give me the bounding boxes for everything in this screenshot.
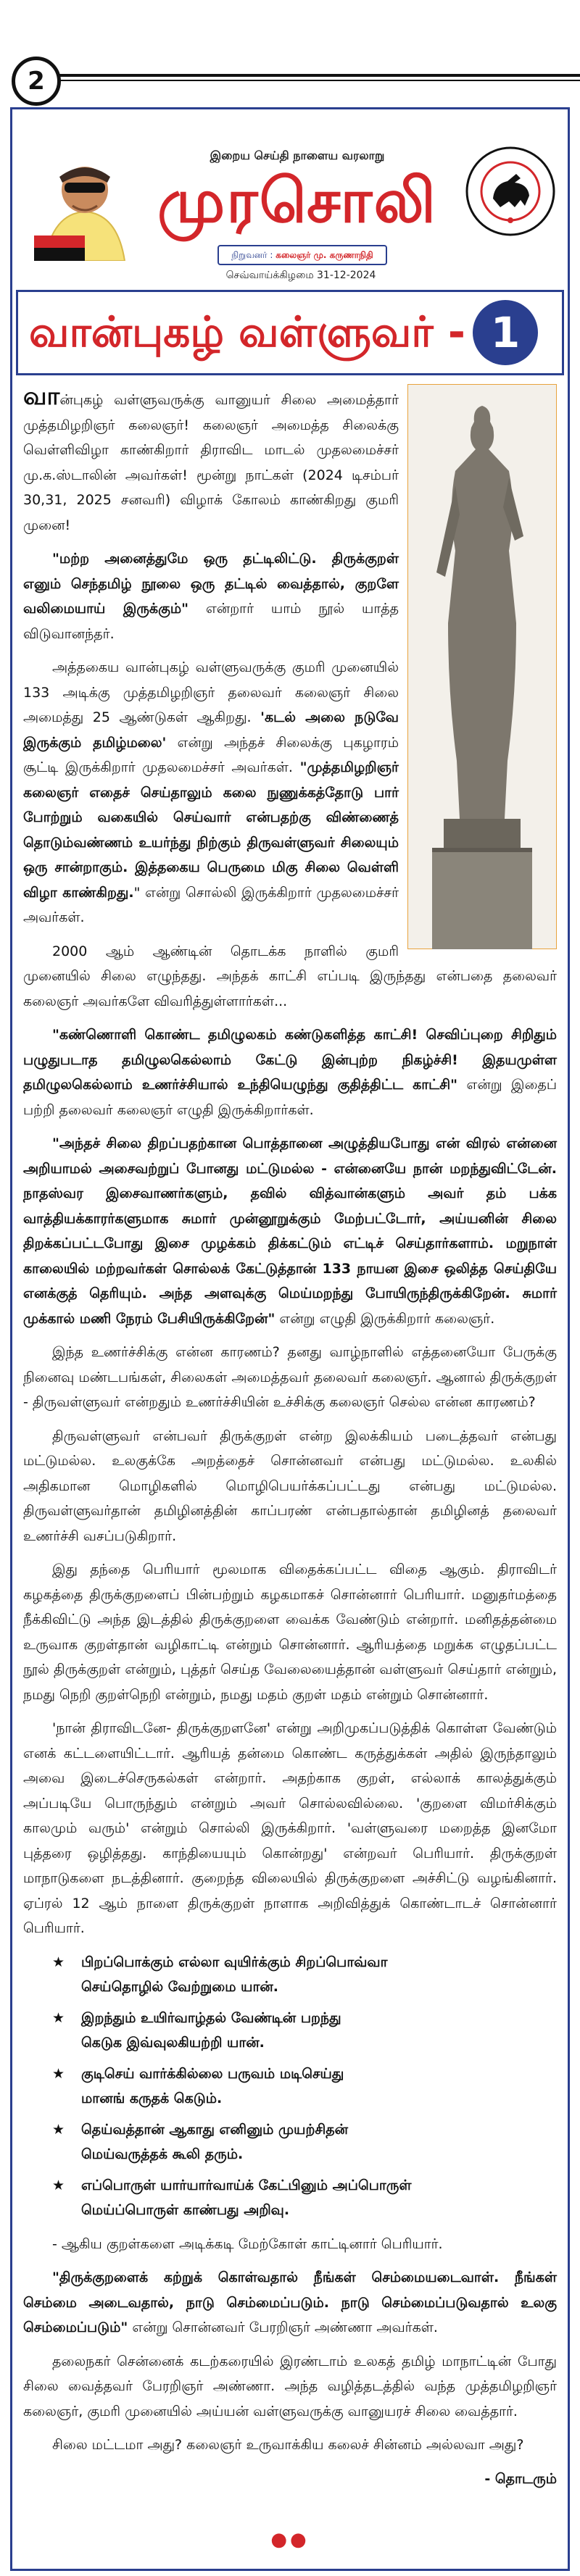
paragraph-text: " என்று சொல்லி இருக்கிறார் முதலமைச்சர் அவர்கள். [23, 884, 399, 925]
page-header [0, 0, 580, 96]
paragraph-text: 2000 ஆம் ஆண்டின் தொடக்க நாளில் குமரி முனையில் சிலை எழுந்தது. அந்தக் காட்சி எப்படி இருந்தது என்பதை தலைவர் கலைஞர் அவர்களே விவரித்துள்ளார்கள்... [23, 943, 557, 1009]
paragraph-text: இது தந்தை பெரியார் மூலமாக விதைக்கப்பட்ட விதை ஆகும். திராவிடர் கழகத்தை திருக்குறளைப் பின்பற்றும் கழகமாகச் சொன்னார் பெரியார். மனுதர்மத்தை நீக்கிவிட்டு அந்த இடத்தில் திருக்குறளை வைக்க வேண்டும் என்றார். மனிதத்தன்மை உருவாக குறள்தான் வழிகாட்டி என்றும் சொன்னார். ஆரியத்தை மறுக்க எழுதப்பட்ட நூல் திருக்குறள் என்றும், புத்தர் செய்த வேலையைத்தான் வள்ளுவர் செய்தார் என்றும், நமது நெறி குறள்நெறி என்றும், நமது மதம் குறள் மதம் என்றும் சொன்னார். [23, 1562, 557, 1703]
issue-date: செவ்வாய்க்கிழமை 31-12-2024 [225, 270, 376, 281]
header-rule [44, 74, 580, 77]
paragraph-text: திருவள்ளுவர் என்பவர் திருக்குறள் என்ற இலக்கியம் படைத்தவர் என்பது மட்டுமல்ல. உலகுக்கே அறத்தைச் சொன்னவர் என்பது மட்டுமல்ல. உலகில் அதிகமான மொழிகளில் மொழிபெயர்க்கப்பட்டது என்பது மட்டுமல்ல. திருவள்ளுவர்தான் தமிழினத்தின் காப்பரண் என்பதால்தான் தமிழினத் தலைவர் உணர்ச்சி வசப்படுகிறார். [23, 1427, 557, 1544]
paragraph [23, 1557, 557, 1707]
quote-text: 'கடல் அலை நடுவே இருக்கும் தமிழ்மலை' [23, 709, 399, 751]
kural-line: மானங் கருதக் கெடும். [81, 2091, 223, 2106]
kural-list [23, 1950, 557, 2223]
paragraph-text: இந்த உணர்ச்சிக்கு என்ன காரணம்? தனது வாழ்நாளில் எத்தனையோ பேருக்கு நினைவு மண்டபங்கள், சிலைகள் அமைத்தவர் தலைவர் கலைஞர். ஆனால் திருக்குறள் - திருவள்ளுவர் என்றதும் உணர்ச்சியின் உச்சிக்கு கலைஞர் செல்ல என்ன காரணம்? [23, 1344, 557, 1410]
paragraph-text: ன்புகழ் வள்ளுவருக்கு வானுயர் சிலை அமைத்தார் முத்தமிழறிஞர் கலைஞர்! கலைஞர் அமைத்த சிலைக்கு வெள்ளிவிழா காண்கிறார் திராவிட மாடல் முதலமைச்சர் மு.க.ஸ்டாலின் அவர்கள்! மூன்று நாட்கள் (2024 டிசம்பர் 30,31, 2025 சனவரி) விழாக் கோலம் காண்கிறது குமரி முனை! [23, 392, 399, 533]
founder-name: கலைஞர் மு. கருணாநிதி [276, 250, 373, 260]
paragraph [23, 939, 557, 1014]
paragraph-text: அத்தகைய வான்புகழ் வள்ளுவருக்கு குமரி முனையில் 133 அடிக்கு முத்தமிழறிஞர் தலைவர் கலைஞர் சிலை அமைத்து 25 ஆண்டுகள் ஆகிறது. [23, 659, 399, 725]
thiruvalluvar-statue-image [407, 384, 557, 949]
kural-item [52, 2173, 557, 2223]
kural-line: மெய்ப்பொருள் காண்பது அறிவு. [81, 2202, 290, 2218]
article-body [23, 384, 557, 2491]
paragraph [23, 1022, 557, 1122]
paragraph-text: என்றார் யாம் நூல் யாத்த விடுவானந்தர். [23, 601, 399, 642]
paragraph-text: என்று இதைப் பற்றி தலைவர் கலைஞர் எழுதி இருக்கிறார்கள். [23, 1077, 558, 1118]
paragraph [23, 1716, 557, 1941]
continued-label: - தொடரும் [484, 2470, 557, 2487]
end-dots: ●● [270, 2529, 310, 2551]
header-rule-thin [44, 80, 580, 81]
page-number: 2 [12, 57, 61, 106]
quote-text: "அந்தச் சிலை திறப்பதற்கான பொத்தானை அழுத்தியபோது என் விரல் என்னை அறியாமல் அசைவற்றுப் போனது மட்டுமல்ல - என்னையே நான் மறந்துவிட்டேன். நாதஸ்வர இசைவாணர்களும், தவில் வித்வான்களும் அவர் தம் பக்க வாத்தியக்காரர்களுமாக சுமார் முன்னூறுக்கும் மேற்பட்டோர், அய்யனின் சிலை திறக்கப்பட்டபோது இசை முழக்கம் திக்கட்டும் எட்டிச் செய்தார்களாம். மறுநாள் காலையில் மற்றவர்கள் சொல்லக் கேட்டுத்தான் 133 நாயன இசை ஒலித்த செய்தியே எனக்குத் தெரியும். அந்த அளவுக்கு மெய்மறந்து போயிருந்திருக்கிறேன். சுமார் முக்கால் மணி நேரம் பேசியிருக்கிறேன்" [23, 1135, 557, 1327]
kural-line: கெடுக இவ்வுலகியற்றி யான். [81, 2035, 265, 2051]
drop-cap: வா [23, 382, 60, 411]
kural-item [52, 2006, 557, 2056]
founder-label [218, 245, 387, 265]
paragraph-text: என்று சொன்னவர் பேரறிஞர் அண்ணா அவர்கள். [128, 2319, 438, 2335]
paragraph [23, 1424, 557, 1549]
paragraph [23, 2265, 557, 2341]
article-number-badge: 1 [473, 300, 538, 365]
paragraph-text: என்று எழுதி இருக்கிறார் கலைஞர். [275, 1310, 495, 1327]
kural-line: பிறப்பொக்கும் எல்லா வுயிர்க்கும் சிறப்பொவ்வா [81, 1954, 388, 1970]
kural-line: குடிசெய் வார்க்கில்லை பருவம் மடிசெய்து [81, 2065, 344, 2082]
founder-portrait [30, 145, 139, 261]
paragraph-text: தலைநகர் சென்னைக் கடற்கரையில் இரண்டாம் உலகத் தமிழ் மாநாட்டின் போது சிலை வைத்தவர் பேரறிஞர் அண்ணா. அந்த வழித்தடத்தில் வந்த முத்தமிழறிஞர் கலைஞர், குமரி முனையில் அய்யன் வள்ளுவருக்கு வானுயரச் சிலை வைத்தார். [23, 2353, 557, 2419]
paragraph [23, 2349, 557, 2425]
kural-line: தெய்வத்தான் ஆகாது எனினும் முயற்சிதன் [81, 2121, 349, 2138]
kural-line: மெய்வருத்தக் கூலி தரும். [81, 2146, 244, 2162]
paragraph [23, 1340, 557, 1415]
kural-item [52, 2062, 557, 2112]
quote-text: "கண்ணொளி கொண்ட தமிழுலகம் கண்டுகளித்த காட்சி! செவிப்புறை சிறிதும் பழுதுபடாத தமிழுலகெல்லாம் கேட்டு இன்புற்ற நிகழ்ச்சி! இதயமுள்ள தமிழுலகெல்லாம் உணர்ச்சியால் உந்தியெழுந்து குதித்திட்ட காட்சி" [23, 1027, 557, 1093]
newspaper-logo: முரசொலி [157, 164, 437, 236]
quote-text: "முத்தமிழறிஞர் கலைஞர் எதைச் செய்தாலும் கலை நுணுக்கத்தோடு பார் போற்றும் வகையில் செய்வார் என்பதற்கு விண்ணைத் தொடும்வண்ணம் உயர்ந்து நிற்கும் திருவள்ளுவர் சிலையும் ஒரு சான்றாகும். இத்தகைய பெருமை மிகு சிலை வெள்ளி விழா காண்கிறது. [23, 759, 399, 901]
paragraph-text: சிலை மட்டமா அது? கலைஞர் உருவாக்கிய கலைச் சின்னம் அல்லவா அது? [52, 2437, 524, 2453]
paragraph [23, 2433, 557, 2458]
paragraph [23, 2232, 557, 2257]
quote-text: "திருக்குறளைக் கற்றுக் கொள்வதால் நீங்கள் செம்மையடைவாள். நீங்கள் செம்மை அடைவதால், நாடு செம்மைப்படும். நாடு செம்மைப்படுவதால் உலகு செம்மைப்படும்" [23, 2269, 557, 2335]
kural-item [52, 1950, 557, 2000]
article-title: வான்புகழ் வள்ளுவர் - [29, 307, 465, 357]
kural-line: இறந்தும் உயிர்வாழ்தல் வேண்டின் பறந்து [81, 2009, 341, 2026]
party-emblem-icon [464, 145, 557, 238]
paragraph [23, 1131, 557, 1331]
kural-line: எப்பொருள் யார்யார்வாய்க் கேட்பினும் அப்பொருள் [81, 2177, 412, 2193]
kural-item [52, 2117, 557, 2167]
paragraph-text: என்று அந்தச் சிலைக்கு புகழாரம் சூட்டி இருக்கிறார் முதலமைச்சர் அவர்கள். [23, 734, 399, 775]
paragraph-text: 'நான் திராவிடனே- திருக்குறளனே' என்று அறிமுகப்படுத்திக் கொள்ள வேண்டும் எனக் கட்டளையிட்டார். ஆரியத் தன்மை கொண்ட கருத்துக்கள் அதில் இருந்தாலும் அவை இடைச்செருகல்கள் என்றார். அதற்காக குறள், எல்லாக் காலத்துக்கும் அப்படியே பொருந்தும் என்றும் அவர் சொல்லவில்லை. 'குறளை விமர்சிக்கும் காலமும் வரும்' என்றும் சொல்லி இருக்கிறார். 'வள்ளுவரை மறைத்த இனமோ புத்தரை ஒழித்தது. காந்தியையும் கொன்றது' என்றவர் பெரியார். திருக்குறள் மாநாடுகளை நடத்தினார். குறைந்த விலையில் திருக்குறளை அச்சிட்டு வழங்கினார். ஏப்ரல் 12 ஆம் நாளை திருக்குறள் நாளாக அறிவித்துக் கொண்டாடச் சொன்னார் பெரியார். [23, 1720, 557, 1936]
tagline: இறைய செய்தி நாளைய வரலாறு [210, 149, 385, 162]
kural-line: செய்தொழில் வேற்றுமை யான். [81, 1979, 279, 1995]
founder-label-prefix: நிறுவனர் : [231, 250, 273, 260]
quote-text: "மற்ற அனைத்துமே ஒரு தட்டிலிட்டு. திருக்குறள் எனும் செந்தமிழ் நூலை ஒரு தட்டில் வைத்தால், குறளே வலிமையாய் இருக்கும்" [23, 551, 399, 617]
paragraph-text: - ஆகிய குறள்களை அடிக்கடி மேற்கோள் காட்டினார் பெரியார். [52, 2235, 443, 2252]
